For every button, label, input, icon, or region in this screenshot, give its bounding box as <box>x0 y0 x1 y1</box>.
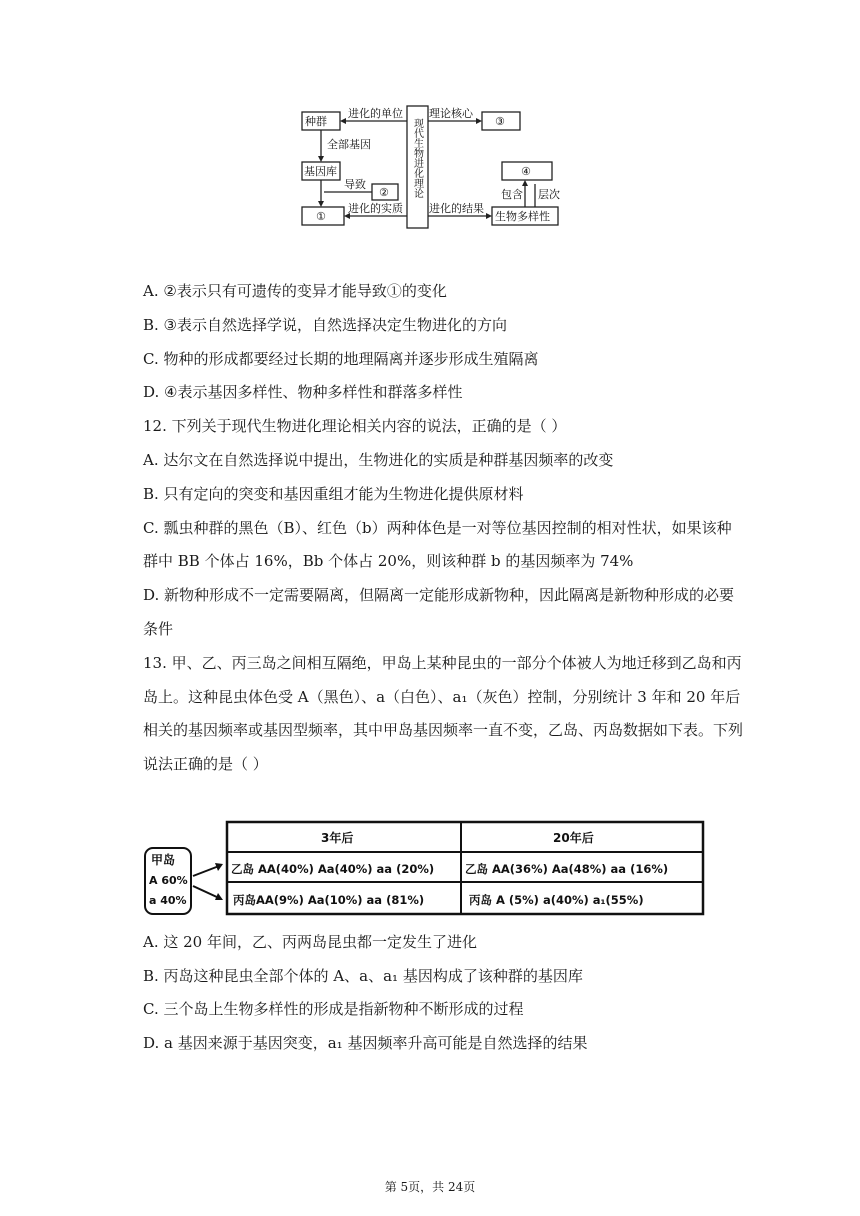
evolution-theory-diagram <box>296 104 562 230</box>
label-jiyinku: 基因库 <box>304 165 337 178</box>
page-footer: 第 5页，共 24页 <box>384 1180 476 1194</box>
q11-option-c: C. 物种的形成都要经过长期的地理隔离并逐步形成生殖隔离 <box>143 350 539 368</box>
bing-20yr: 丙岛 A (5%) a(40%) a₁(55%) <box>469 893 644 907</box>
q12-option-a: A. 达尔文在自然选择说中提出，生物进化的实质是种群基因频率的改变 <box>143 451 614 469</box>
q13-stem-line3: 相关的基因频率或基因型频率，其中甲岛基因频率一直不变，乙岛、丙岛数据如下表。下列 <box>143 721 744 739</box>
q12-option-c-line2: 群中 BB 个体占 16%，Bb 个体占 20%，则该种群 b 的基因频率为 74% <box>143 552 634 570</box>
q12-option-b: B. 只有定向的突变和基因重组才能为生物进化提供原材料 <box>143 485 524 503</box>
q13-option-b: B. 丙岛这种昆虫全部个体的 A、a、a₁ 基因构成了该种群的基因库 <box>143 967 583 985</box>
q12-option-d-line2: 条件 <box>143 620 174 638</box>
label-c3: ③ <box>495 115 505 128</box>
island-frequency-table <box>143 818 709 918</box>
q13-option-d: D. a 基因来源于基因突变，a₁ 基因频率升高可能是自然选择的结果 <box>143 1034 588 1052</box>
label-zhongqun: 种群 <box>305 115 327 128</box>
label-biodiversity: 生物多样性 <box>495 210 550 223</box>
q12-stem: 12. 下列关于现代生物进化理论相关内容的说法，正确的是（ ） <box>143 417 567 435</box>
label-levels: 层次 <box>538 188 560 201</box>
label-result: 进化的结果 <box>429 202 484 215</box>
q13-option-c: C. 三个岛上生物多样性的形成是指新物种不断形成的过程 <box>143 1000 524 1018</box>
label-c1: ① <box>316 210 326 223</box>
bing-3yr: 丙岛AA(9%) Aa(10%) aa (81%) <box>233 893 425 907</box>
label-allgenes: 全部基因 <box>327 138 371 151</box>
header-3yr: 3年后 <box>321 831 354 845</box>
q12-option-c-line1: C. 瓢虫种群的黑色（B）、红色（b）两种体色是一对等位基因控制的相对性状，如果该种 <box>143 519 732 537</box>
yi-3yr: 乙岛 AA(40%) Aa(40%) aa (20%) <box>231 862 435 876</box>
label-essence: 进化的实质 <box>348 202 403 215</box>
q13-stem-line2: 岛上。这种昆虫体色受 A（黑色）、a（白色）、a₁（灰色）控制，分别统计 3 年和 20 年后 <box>143 688 741 706</box>
q11-option-b: B. ③表示自然选择学说，自然选择决定生物进化的方向 <box>143 316 508 334</box>
q13-stem-line4: 说法正确的是（ ） <box>143 755 268 773</box>
header-20yr: 20年后 <box>553 831 594 845</box>
jia-a: a 40% <box>149 894 187 907</box>
label-center: 现代生物进化理论 <box>411 118 423 198</box>
label-c4: ④ <box>521 165 531 178</box>
label-contains: 包含 <box>501 188 523 201</box>
jia-title: 甲岛 <box>151 853 176 867</box>
label-unit: 进化的单位 <box>348 107 403 120</box>
q12-option-d-line1: D. 新物种形成不一定需要隔离，但隔离一定能形成新物种，因此隔离是新物种形成的必要 <box>143 586 735 604</box>
jia-A: A 60% <box>149 874 188 887</box>
yi-20yr: 乙岛 AA(36%) Aa(48%) aa (16%) <box>465 862 669 876</box>
q11-option-d: D. ④表示基因多样性、物种多样性和群落多样性 <box>143 383 463 401</box>
q11-option-a: A. ②表示只有可遗传的变异才能导致①的变化 <box>143 282 447 300</box>
q13-option-a: A. 这 20 年间，乙、丙两岛昆虫都一定发生了进化 <box>143 933 477 951</box>
label-c2: ② <box>379 186 389 199</box>
label-core: 理论核心 <box>429 107 473 120</box>
q13-stem-line1: 13. 甲、乙、丙三岛之间相互隔绝，甲岛上某种昆虫的一部分个体被人为地迁移到乙岛和丙 <box>143 654 742 672</box>
label-leads: 导致 <box>344 178 366 191</box>
